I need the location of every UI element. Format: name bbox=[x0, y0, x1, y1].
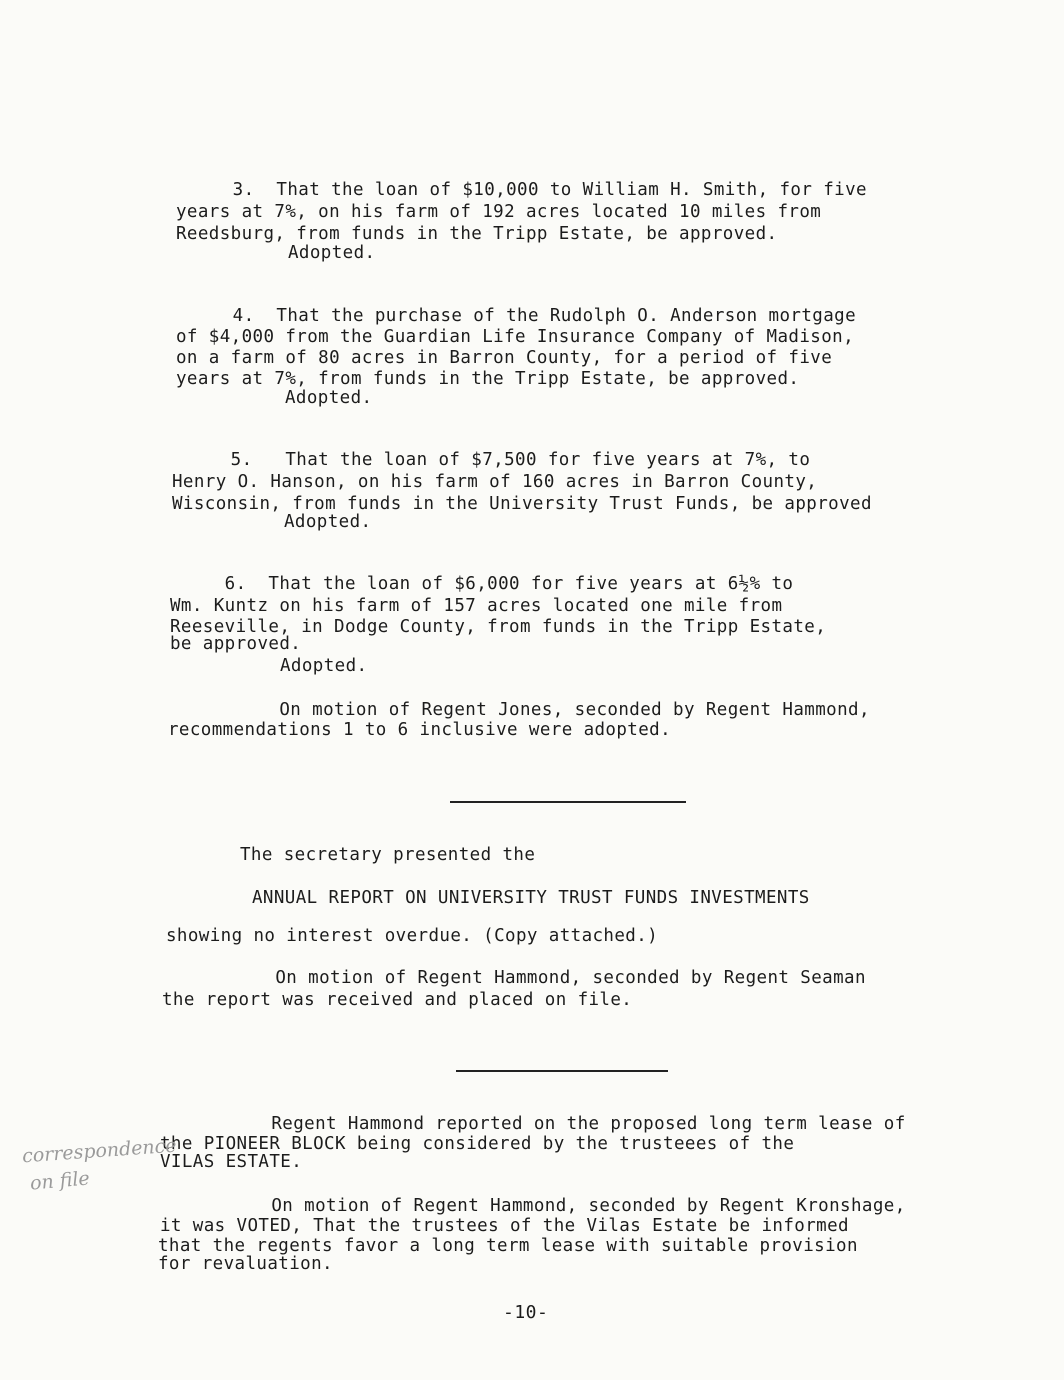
pioneer-report-line-2: the PIONEER BLOCK being considered by the trusteees of the bbox=[160, 1134, 795, 1154]
item-6-line-4: be approved. bbox=[170, 634, 302, 654]
item-5-status: Adopted. bbox=[284, 512, 372, 532]
item-4-line-4: years at 7%, from funds in the Tripp Estate, be approved. bbox=[176, 369, 800, 389]
item-5-line-2: Henry O. Hanson, on his farm of 160 acres in Barron County, bbox=[172, 472, 818, 492]
item-3-status: Adopted. bbox=[288, 243, 376, 263]
item-5-line-3: Wisconsin, from funds in the University Trust Funds, be approved bbox=[172, 494, 872, 514]
secretary-intro: The secretary presented the bbox=[240, 845, 536, 865]
section-divider-2 bbox=[456, 1070, 668, 1072]
motion-jones-line-2: recommendations 1 to 6 inclusive were adopted. bbox=[168, 720, 672, 740]
report-title: ANNUAL REPORT ON UNIVERSITY TRUST FUNDS INVESTMENTS bbox=[252, 888, 810, 908]
report-showing: showing no interest overdue. (Copy attached.) bbox=[166, 926, 659, 946]
margin-note-line-2: on file bbox=[29, 1167, 91, 1195]
motion-kronshage-line-1: On motion of Regent Hammond, seconded by Regent Kronshage, bbox=[162, 1196, 906, 1216]
item-5-line-1: 5. That the loan of $7,500 for five years at 7%, to bbox=[176, 450, 811, 470]
motion-kronshage-line-4: for revaluation. bbox=[158, 1254, 333, 1274]
pioneer-report-line-3: VILAS ESTATE. bbox=[160, 1152, 303, 1172]
motion-kronshage-line-2: it was VOTED, That the trustees of the Vilas Estate be informed bbox=[160, 1216, 849, 1236]
item-4-line-2: of $4,000 from the Guardian Life Insurance Company of Madison, bbox=[176, 327, 855, 347]
item-4-line-3: on a farm of 80 acres in Barron County, for a period of five bbox=[176, 348, 833, 368]
item-6-line-1: 6. That the loan of $6,000 for five years at 6½% to bbox=[170, 574, 794, 594]
item-3-line-1: 3. That the loan of $10,000 to William H. Smith, for five bbox=[178, 180, 867, 200]
item-3-line-3: Reedsburg, from funds in the Tripp Estate, be approved. bbox=[176, 224, 778, 244]
motion-hammond-seaman-line-2: the report was received and placed on file. bbox=[162, 990, 633, 1010]
item-4-status: Adopted. bbox=[285, 388, 373, 408]
item-3-line-2: years at 7%, on his farm of 192 acres located 10 miles from bbox=[176, 202, 822, 222]
pioneer-report-line-1: Regent Hammond reported on the proposed long term lease of bbox=[162, 1114, 906, 1134]
page-number: -10- bbox=[503, 1302, 549, 1323]
motion-kronshage-line-3: that the regents favor a long term lease with suitable provision bbox=[158, 1236, 858, 1256]
item-6-line-2: Wm. Kuntz on his farm of 157 acres located one mile from bbox=[170, 596, 783, 616]
motion-hammond-seaman-line-1: On motion of Regent Hammond, seconded by Regent Seaman bbox=[166, 968, 866, 988]
item-4-line-1: 4. That the purchase of the Rudolph O. Anderson mortgage bbox=[178, 306, 857, 326]
section-divider-1 bbox=[450, 801, 686, 803]
margin-note-line-1: correspondence bbox=[21, 1134, 178, 1168]
motion-jones-line-1: On motion of Regent Jones, seconded by Regent Hammond, bbox=[170, 700, 870, 720]
item-6-line-3: Reeseville, in Dodge County, from funds in the Tripp Estate, bbox=[170, 617, 827, 637]
item-6-status: Adopted. bbox=[280, 656, 368, 676]
